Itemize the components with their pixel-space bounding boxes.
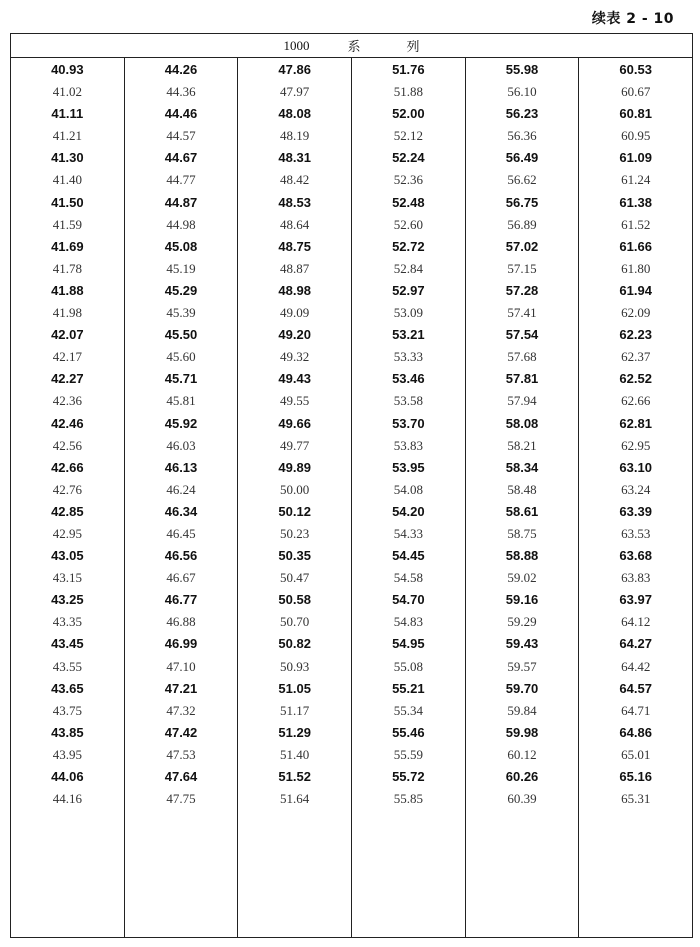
table-cell: 41.21 [52, 128, 82, 144]
table-cell: 50.00 [280, 481, 310, 497]
table-cell: 46.88 [166, 614, 196, 630]
table-cell: 56.89 [507, 216, 537, 232]
table-cell: 58.48 [507, 481, 537, 497]
table-cell: 54.20 [392, 503, 425, 519]
table-cell: 63.24 [621, 481, 651, 497]
table-cell: 60.53 [619, 62, 652, 77]
table-cell: 48.31 [278, 150, 311, 166]
table-cell: 64.12 [621, 614, 651, 630]
table-cell: 41.02 [52, 84, 82, 100]
table-cell: 64.71 [621, 702, 651, 718]
table-cell: 46.45 [166, 525, 196, 541]
table-cell: 49.89 [278, 459, 311, 475]
table-body [11, 57, 692, 937]
table-cell: 44.46 [164, 106, 198, 122]
table-cell: 43.45 [51, 636, 84, 652]
table-cell: 54.83 [393, 614, 423, 630]
table-cell: 46.99 [164, 636, 198, 652]
table-cell: 43.25 [51, 592, 84, 608]
table-cell: 62.09 [621, 305, 651, 321]
table-cell: 47.86 [278, 62, 311, 77]
table-cell: 45.50 [164, 327, 198, 343]
table-cell: 48.42 [280, 172, 310, 188]
table-cell: 40.93 [51, 62, 84, 77]
table-cell: 49.09 [280, 305, 310, 321]
table-cell: 50.82 [278, 636, 311, 652]
table-cell: 54.33 [393, 525, 423, 541]
table-cell: 41.40 [52, 172, 82, 188]
table-cell: 51.64 [280, 791, 310, 807]
table-cell: 45.29 [164, 282, 198, 298]
table-cell: 59.70 [505, 680, 539, 696]
table-cell: 53.58 [393, 393, 423, 409]
table-cell: 56.36 [507, 128, 537, 144]
table-cell: 55.72 [392, 769, 425, 784]
table-cell: 64.86 [619, 724, 652, 740]
table-cell: 42.46 [51, 415, 84, 431]
table-cell: 47.75 [166, 791, 196, 807]
table-cell: 42.95 [52, 525, 82, 541]
table-cell: 49.55 [280, 393, 310, 409]
table-cell: 42.27 [51, 371, 84, 387]
table-cell: 51.76 [392, 62, 425, 77]
table-cell: 50.47 [280, 570, 310, 586]
table-cell: 52.00 [392, 106, 425, 122]
table-cell: 49.66 [278, 415, 311, 431]
table-cell: 46.03 [166, 437, 196, 453]
table-cell: 41.59 [52, 216, 82, 232]
table-cell: 42.66 [51, 459, 84, 475]
table-cell: 58.61 [505, 503, 539, 519]
table-cell: 51.88 [393, 84, 423, 100]
table-cell: 58.75 [507, 525, 537, 541]
table-column [352, 57, 466, 937]
table-cell: 50.70 [280, 614, 310, 630]
table-cell: 59.43 [505, 636, 539, 652]
table-cell: 54.95 [392, 636, 425, 652]
table-cell: 57.94 [507, 393, 537, 409]
table-cell: 53.33 [393, 349, 423, 365]
table-cell: 57.54 [505, 327, 539, 343]
series-label-char-1: 系 [347, 39, 361, 54]
table-cell: 60.95 [621, 128, 651, 144]
table-cell: 61.80 [621, 260, 651, 276]
table-cell: 63.10 [619, 459, 652, 475]
table-cell: 55.21 [392, 680, 425, 696]
table-column [579, 57, 692, 937]
table-column [125, 57, 239, 937]
table-cell: 43.15 [52, 570, 82, 586]
table-cell: 56.10 [507, 84, 537, 100]
table-cell: 47.32 [166, 702, 196, 718]
table-cell: 61.24 [621, 172, 651, 188]
table-cell: 41.30 [51, 150, 84, 166]
table-cell: 61.52 [621, 216, 651, 232]
table-cell: 53.09 [393, 305, 423, 321]
table-cell: 42.07 [51, 327, 84, 343]
table-cell: 48.87 [280, 260, 310, 276]
table-cell: 53.95 [392, 459, 425, 475]
table-cell: 41.50 [51, 194, 84, 210]
table-cell: 41.69 [51, 238, 84, 254]
table-cell: 53.70 [392, 415, 425, 431]
table-cell: 64.57 [619, 680, 652, 696]
table-cell: 42.56 [52, 437, 82, 453]
table-cell: 48.75 [278, 238, 311, 254]
table-cell: 43.05 [51, 548, 84, 564]
table-cell: 53.83 [393, 437, 423, 453]
table-cell: 47.97 [280, 84, 310, 100]
table-cell: 48.19 [280, 128, 310, 144]
table-cell: 52.36 [393, 172, 423, 188]
table-cell: 47.21 [164, 680, 198, 696]
table-cell: 43.75 [52, 702, 82, 718]
table-cell: 44.16 [52, 791, 82, 807]
table-cell: 48.53 [278, 194, 311, 210]
table-cell: 44.26 [164, 62, 198, 77]
table-cell: 50.58 [278, 592, 311, 608]
table-cell: 49.77 [280, 437, 310, 453]
table-cell: 42.85 [51, 503, 84, 519]
table-cell: 47.42 [164, 724, 198, 740]
table-cell: 59.02 [507, 570, 537, 586]
table-cell: 59.16 [505, 592, 539, 608]
table-cell: 51.05 [278, 680, 311, 696]
table-cell: 48.08 [278, 106, 311, 122]
table-cell: 56.49 [505, 150, 539, 166]
table-cell: 46.13 [164, 459, 198, 475]
table-cell: 62.95 [621, 437, 651, 453]
table-cell: 52.12 [393, 128, 423, 144]
table-cell: 41.78 [52, 260, 82, 276]
table-cell: 57.41 [507, 305, 537, 321]
table-cell: 54.08 [393, 481, 423, 497]
table-cell: 59.84 [507, 702, 537, 718]
table-cell: 49.43 [278, 371, 311, 387]
table-cell: 63.83 [621, 570, 651, 586]
table-cell: 63.39 [619, 503, 652, 519]
series-label-char-2: 列 [406, 39, 420, 54]
table-cell: 43.35 [52, 614, 82, 630]
table-cell: 46.67 [166, 570, 196, 586]
table-cell: 44.06 [51, 769, 84, 784]
table-cell: 51.29 [278, 724, 311, 740]
table-cell: 52.97 [392, 282, 425, 298]
table-cell: 57.02 [505, 238, 539, 254]
table-cell: 51.52 [278, 769, 311, 784]
table-cell: 63.68 [619, 548, 652, 564]
table-cell: 44.87 [164, 194, 198, 210]
table-cell: 48.64 [280, 216, 310, 232]
table-cell: 62.81 [619, 415, 652, 431]
table-cell: 55.59 [393, 746, 423, 762]
table-cell: 62.37 [621, 349, 651, 365]
table-cell: 56.75 [505, 194, 539, 210]
table-cell: 45.81 [166, 393, 196, 409]
table-cell: 42.17 [52, 349, 82, 365]
table-cell: 55.98 [505, 62, 539, 77]
table-cell: 63.53 [621, 525, 651, 541]
table-cell: 43.85 [51, 724, 84, 740]
table-cell: 46.34 [164, 503, 198, 519]
table-cell: 62.23 [619, 327, 652, 343]
table-cell: 60.39 [507, 791, 537, 807]
table-cell: 53.46 [392, 371, 425, 387]
table-cell: 59.98 [505, 724, 539, 740]
table-cell: 54.45 [392, 548, 425, 564]
table-caption: 续表 2 - 10 [591, 11, 674, 27]
table-cell: 44.98 [166, 216, 196, 232]
table-column [466, 57, 580, 937]
table-cell: 50.12 [278, 503, 311, 519]
table-cell: 43.95 [52, 746, 82, 762]
table-cell: 47.10 [166, 658, 196, 674]
table-cell: 45.39 [166, 305, 196, 321]
table-cell: 41.98 [52, 305, 82, 321]
table-cell: 62.66 [621, 393, 651, 409]
table-cell: 56.62 [507, 172, 537, 188]
table-cell: 46.24 [166, 481, 196, 497]
table-cell: 43.55 [52, 658, 82, 674]
table-cell: 61.38 [619, 194, 652, 210]
table-cell: 47.53 [166, 746, 196, 762]
table-cell: 57.68 [507, 349, 537, 365]
table-cell: 65.31 [621, 791, 651, 807]
table-cell: 44.57 [166, 128, 196, 144]
table-cell: 45.60 [166, 349, 196, 365]
table-cell: 41.11 [51, 106, 84, 122]
table-cell: 52.84 [393, 260, 423, 276]
table-cell: 46.77 [164, 592, 198, 608]
table-cell: 54.58 [393, 570, 423, 586]
table-cell: 55.34 [393, 702, 423, 718]
table-cell: 61.09 [619, 150, 652, 166]
table-cell: 60.12 [507, 746, 537, 762]
table-cell: 49.32 [280, 349, 310, 365]
table-cell: 55.46 [392, 724, 425, 740]
table-cell: 57.28 [505, 282, 539, 298]
table-cell: 51.17 [280, 702, 310, 718]
table-cell: 49.20 [278, 327, 311, 343]
table-cell: 63.97 [619, 592, 652, 608]
table-cell: 50.93 [280, 658, 310, 674]
table-cell: 61.94 [619, 282, 652, 298]
table-cell: 52.24 [392, 150, 425, 166]
table-cell: 54.70 [392, 592, 425, 608]
table-cell: 62.52 [619, 371, 652, 387]
table-cell: 57.81 [505, 371, 539, 387]
table-cell: 53.21 [392, 327, 425, 343]
table-cell: 55.85 [393, 791, 423, 807]
table-cell: 52.60 [393, 216, 423, 232]
table-cell: 44.36 [166, 84, 196, 100]
table-column [238, 57, 352, 937]
table-cell: 42.76 [52, 481, 82, 497]
table-cell: 45.92 [164, 415, 198, 431]
table-cell: 59.57 [507, 658, 537, 674]
table-cell: 45.71 [164, 371, 198, 387]
table-cell: 58.88 [505, 548, 539, 564]
table-cell: 52.72 [392, 238, 425, 254]
table-cell: 55.08 [393, 658, 423, 674]
table-cell: 46.56 [164, 548, 198, 564]
table-cell: 57.15 [507, 260, 537, 276]
table-cell: 58.21 [507, 437, 537, 453]
table-cell: 60.26 [505, 769, 539, 784]
table-cell: 56.23 [505, 106, 539, 122]
table-cell: 44.67 [164, 150, 198, 166]
table-cell: 58.08 [505, 415, 539, 431]
table-cell: 47.64 [164, 769, 198, 784]
table-cell: 65.16 [619, 769, 652, 784]
table-cell: 60.67 [621, 84, 651, 100]
table-cell: 50.35 [278, 548, 311, 564]
table-header [11, 34, 692, 58]
table-cell: 58.34 [505, 459, 539, 475]
table-cell: 41.88 [51, 282, 84, 298]
table-cell: 44.77 [166, 172, 196, 188]
table-cell: 42.36 [52, 393, 82, 409]
table-cell: 48.98 [278, 282, 311, 298]
data-table [10, 33, 693, 938]
table-cell: 43.65 [51, 680, 84, 696]
table-column [11, 57, 125, 937]
table-cell: 45.19 [166, 260, 196, 276]
table-cell: 65.01 [621, 746, 651, 762]
table-cell: 64.42 [621, 658, 651, 674]
table-cell: 60.81 [619, 106, 652, 122]
table-cell: 52.48 [392, 194, 425, 210]
table-cell: 51.40 [280, 746, 310, 762]
table-cell: 59.29 [507, 614, 537, 630]
table-cell: 64.27 [619, 636, 652, 652]
table-cell: 45.08 [164, 238, 198, 254]
table-cell: 50.23 [280, 525, 310, 541]
table-cell: 61.66 [619, 238, 652, 254]
series-number: 1000 [283, 37, 310, 53]
